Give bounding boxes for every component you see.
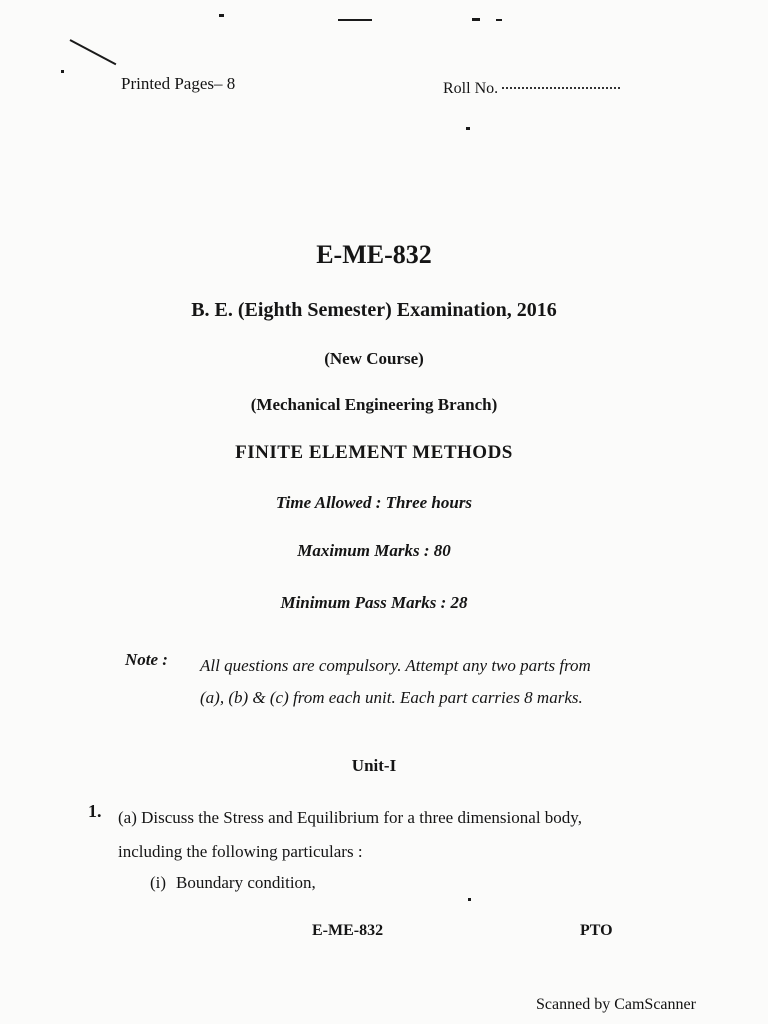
scanner-watermark: Scanned by CamScanner bbox=[536, 996, 696, 1013]
scan-mark bbox=[219, 14, 224, 17]
scan-mark bbox=[496, 19, 502, 21]
printed-pages: Printed Pages– 8 bbox=[121, 74, 236, 93]
note-text: All questions are compulsory. Attempt any two parts from (a), (b) & (c) from each unit. Each part carries 8 marks. bbox=[200, 656, 591, 707]
paper-code: E-ME-832 bbox=[316, 240, 432, 269]
roll-no bbox=[443, 80, 620, 98]
scan-mark bbox=[338, 19, 372, 21]
scan-mark bbox=[61, 70, 64, 73]
unit-heading: Unit-I bbox=[351, 756, 397, 775]
branch-name: (Mechanical Engineering Branch) bbox=[250, 395, 498, 414]
subpart-text: Boundary condition, bbox=[176, 873, 316, 892]
scan-mark bbox=[466, 127, 470, 130]
scan-mark bbox=[70, 39, 117, 65]
footer-pto: PTO bbox=[580, 922, 613, 939]
scan-mark bbox=[468, 898, 471, 901]
minimum-pass-marks: Minimum Pass Marks : 28 bbox=[280, 593, 468, 612]
footer-paper-code: E-ME-832 bbox=[312, 922, 384, 939]
exam-title: B. E. (Eighth Semester) Examination, 2016 bbox=[191, 299, 557, 321]
subject-title: FINITE ELEMENT METHODS bbox=[235, 442, 513, 463]
roll-no-label: Roll No. bbox=[443, 80, 499, 97]
scan-mark bbox=[472, 18, 480, 21]
question-number: 1. bbox=[88, 801, 102, 821]
note-label: Note : bbox=[125, 650, 168, 669]
course-type: (New Course) bbox=[324, 349, 424, 368]
subpart-label: (i) bbox=[150, 873, 167, 892]
question-text: (a) Discuss the Stress and Equilibrium for a three dimensional body, including the following particulars : bbox=[118, 808, 582, 861]
time-allowed: Time Allowed : Three hours bbox=[275, 493, 473, 512]
maximum-marks: Maximum Marks : 80 bbox=[297, 541, 451, 560]
roll-no-blank bbox=[502, 87, 620, 89]
question-subpart bbox=[150, 873, 316, 893]
